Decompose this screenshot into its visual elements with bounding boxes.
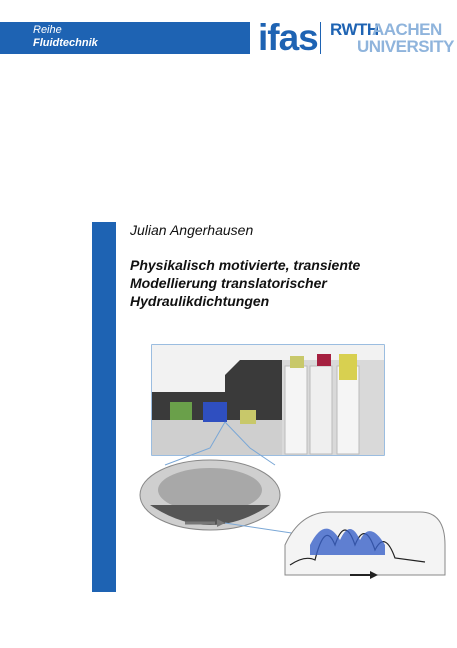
aachen-logo: AACHEN [372, 20, 442, 39]
book-title: Physikalisch motivierte, transiente Modellierung translatorischer Hydraulikdichtungen [130, 257, 361, 309]
series-name: Fluidtechnik [33, 37, 98, 49]
university-logo: UNIVERSITY [357, 37, 455, 56]
rwth-logo: RWTH [330, 20, 379, 39]
logo-divider [320, 22, 321, 54]
ifas-logo: ifas [258, 17, 318, 58]
series-label: Reihe [33, 24, 62, 36]
side-accent-bar [92, 222, 116, 592]
author-name: Julian Angerhausen [130, 222, 254, 238]
seal-illustration [125, 340, 450, 590]
